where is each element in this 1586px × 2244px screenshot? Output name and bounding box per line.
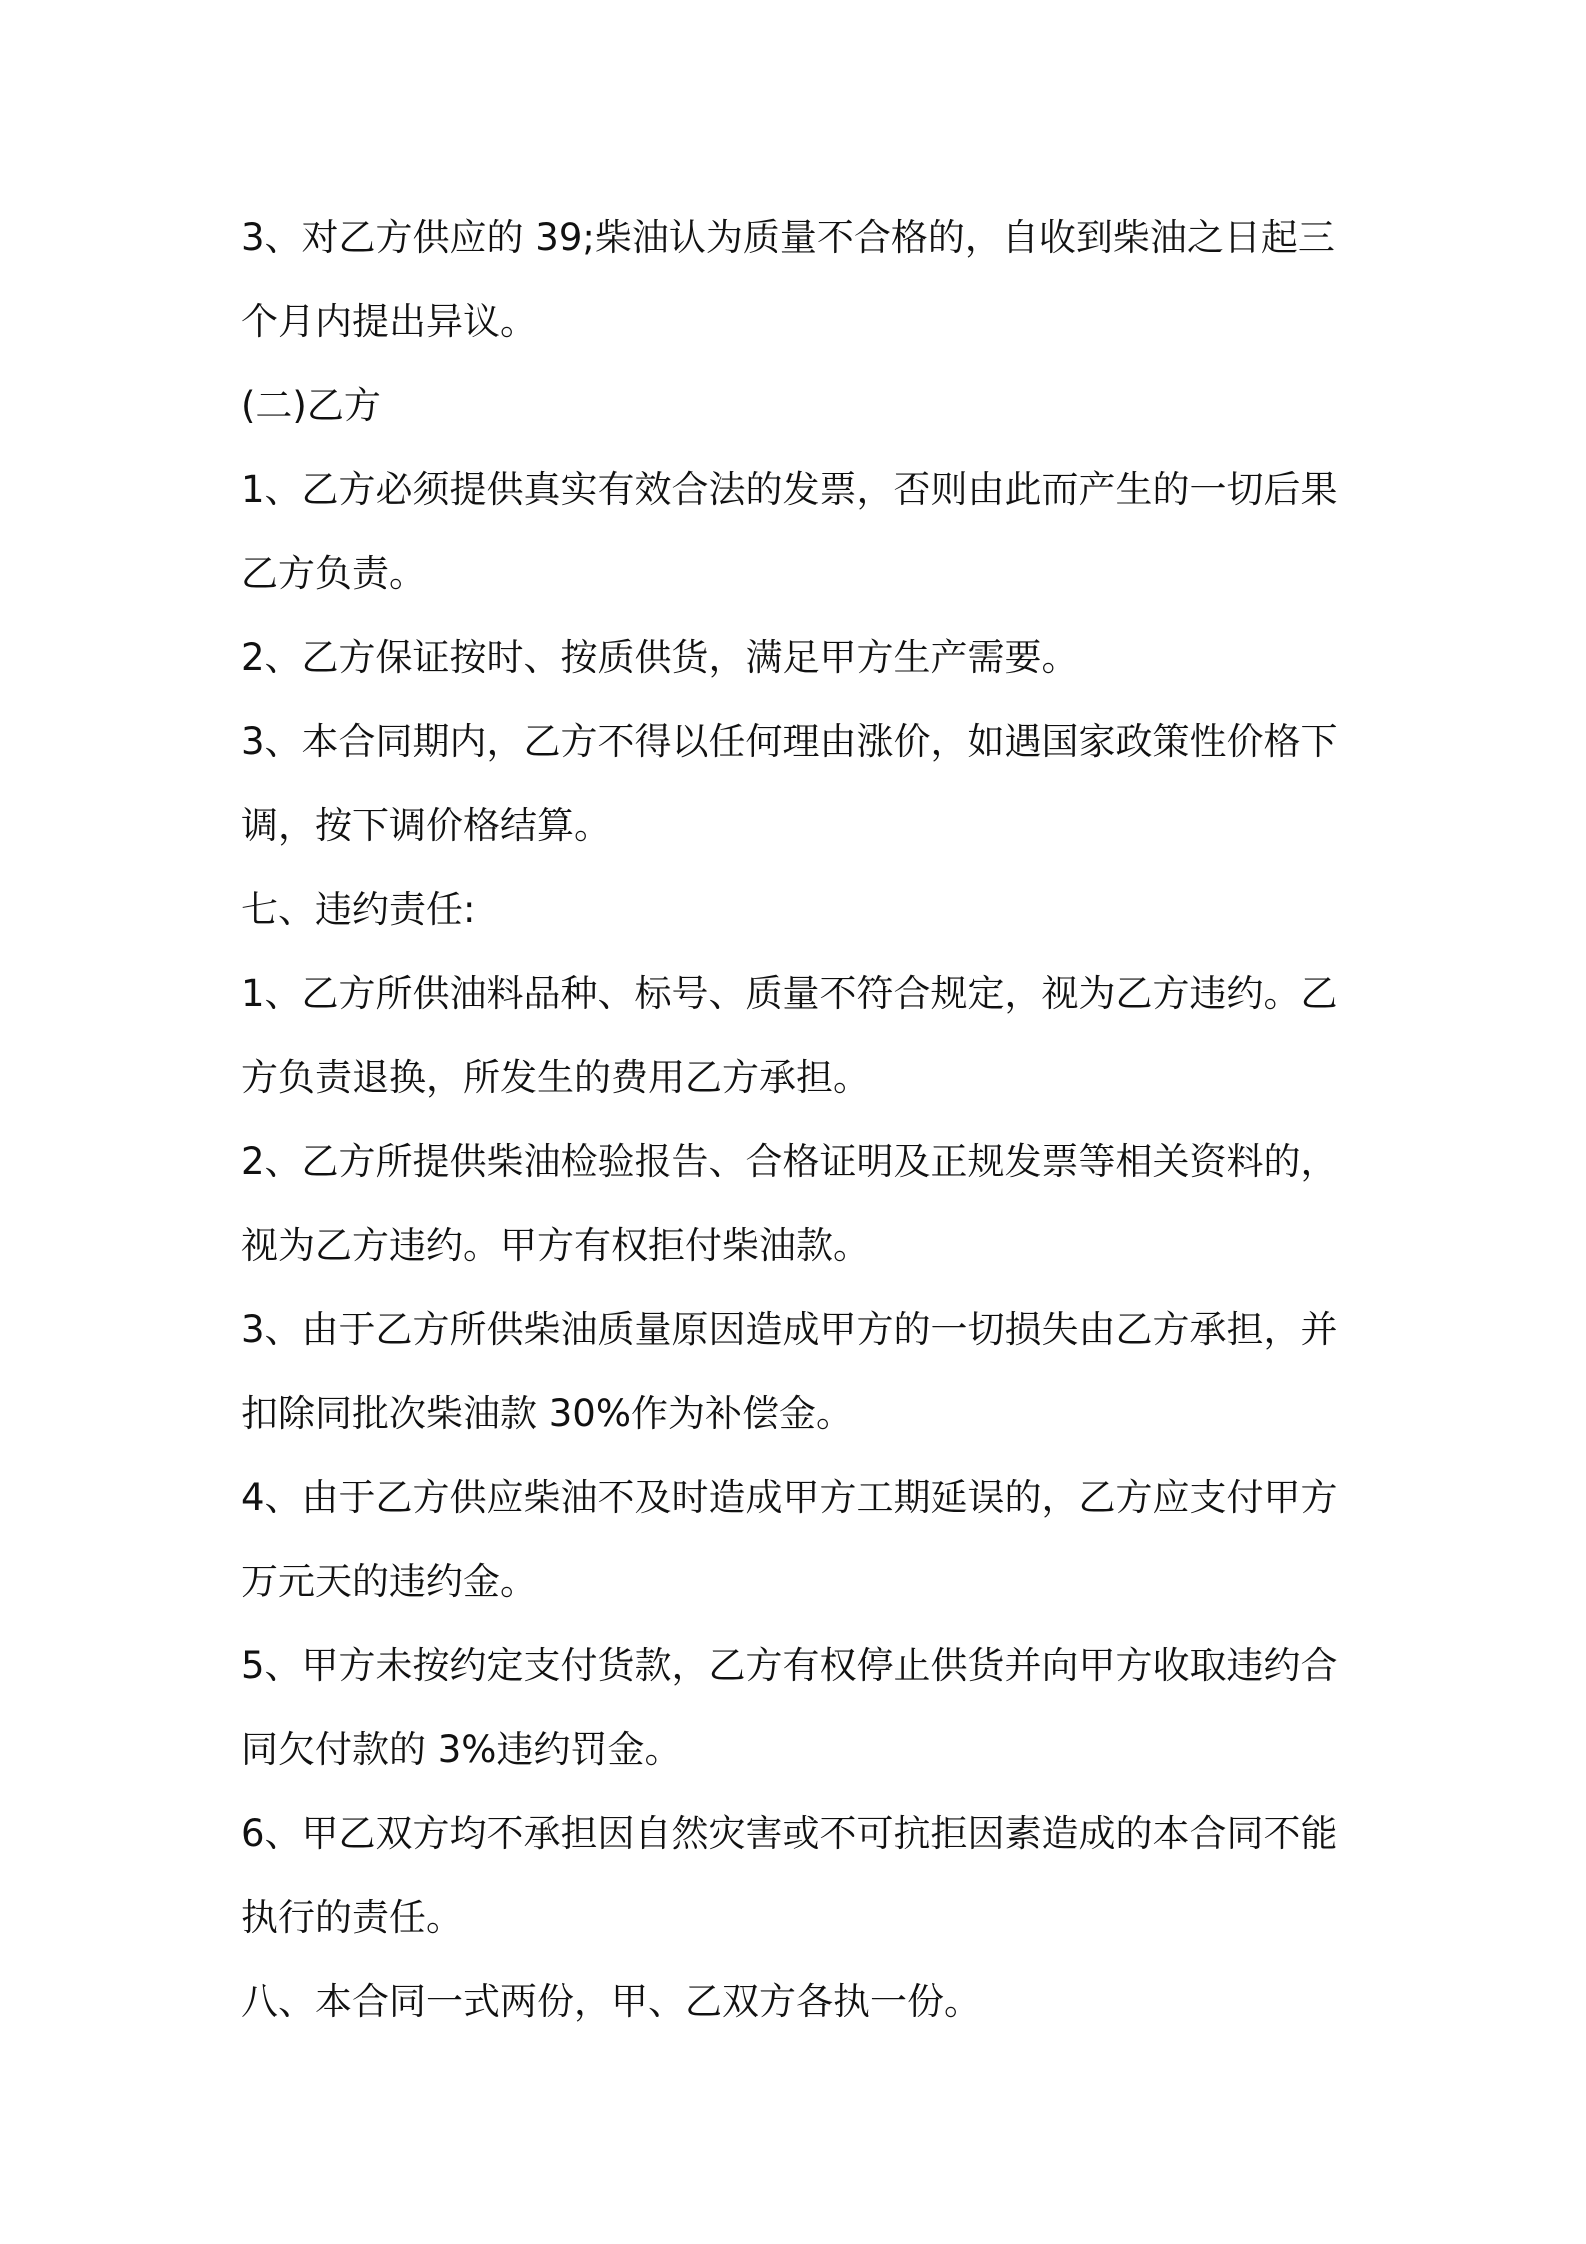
text-line: 扣除同批次柴油款 30%作为补偿金。 xyxy=(241,1392,853,1435)
text-line: 3、本合同期内，乙方不得以任何理由涨价，如遇国家政策性价格下 xyxy=(241,720,1338,763)
text-line: 2、乙方保证按时、按质供货，满足甲方生产需要。 xyxy=(241,636,1079,679)
section-heading: 七、违约责任: xyxy=(241,888,476,931)
section-heading: (二)乙方 xyxy=(241,384,381,427)
text-line: 乙方负责。 xyxy=(241,552,426,595)
section-heading: 八、本合同一式两份，甲、乙双方各执一份。 xyxy=(241,1980,981,2023)
text-line: 4、由于乙方供应柴油不及时造成甲方工期延误的，乙方应支付甲方 xyxy=(241,1476,1338,1519)
text-line: 万元天的违约金。 xyxy=(241,1560,537,1603)
text-line: 1、乙方必须提供真实有效合法的发票，否则由此而产生的一切后果 xyxy=(241,468,1338,511)
text-line: 6、甲乙双方均不承担因自然灾害或不可抗拒因素造成的本合同不能 xyxy=(241,1812,1338,1855)
text-line: 方负责退换，所发生的费用乙方承担。 xyxy=(241,1056,870,1099)
text-line: 视为乙方违约。甲方有权拒付柴油款。 xyxy=(241,1224,870,1267)
text-line: 3、对乙方供应的 39;柴油认为质量不合格的，自收到柴油之日起三 xyxy=(241,216,1335,259)
text-line: 3、由于乙方所供柴油质量原因造成甲方的一切损失由乙方承担，并 xyxy=(241,1308,1338,1351)
text-line: 1、乙方所供油料品种、标号、质量不符合规定，视为乙方违约。乙 xyxy=(241,972,1338,1015)
text-line: 同欠付款的 3%违约罚金。 xyxy=(241,1728,682,1771)
text-line: 个月内提出异议。 xyxy=(241,300,537,343)
text-line: 调，按下调价格结算。 xyxy=(241,804,611,847)
text-line: 执行的责任。 xyxy=(241,1896,463,1939)
text-line: 5、甲方未按约定支付货款，乙方有权停止供货并向甲方收取违约合 xyxy=(241,1644,1338,1687)
text-line: 2、乙方所提供柴油检验报告、合格证明及正规发票等相关资料的， xyxy=(241,1140,1338,1183)
